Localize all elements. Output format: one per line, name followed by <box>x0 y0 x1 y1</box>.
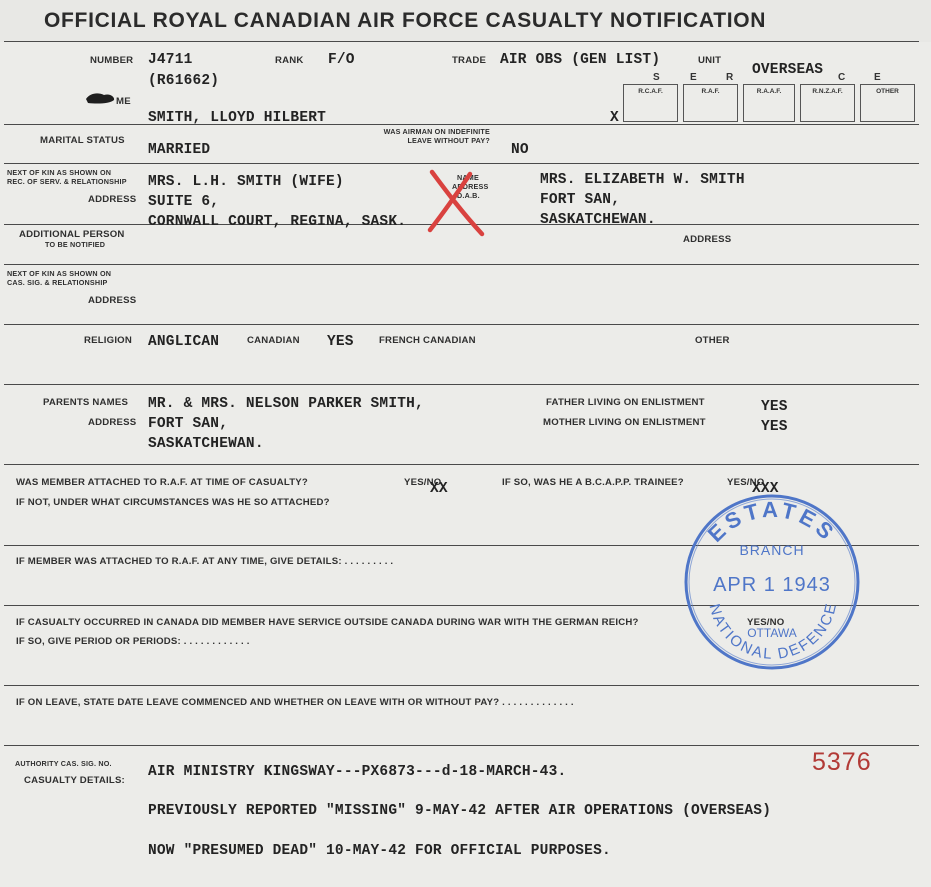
casualty-details-label: CASUALTY DETAILS: <box>24 775 125 786</box>
casualty-details-1: PREVIOUSLY REPORTED "MISSING" 9-MAY-42 AFTER AIR OPERATIONS (OVERSEAS) <box>148 803 772 819</box>
file-number: 5376 <box>812 748 872 776</box>
dab-label-address: ADDRESS <box>452 182 489 191</box>
service-letter: C <box>838 72 846 83</box>
divider <box>4 685 919 686</box>
period-question: IF SO, GIVE PERIOD OR PERIODS: . . . . . . . . . . . . <box>16 636 250 647</box>
trade-value: AIR OBS (GEN LIST) <box>500 52 661 68</box>
rank-label: RANK <box>275 55 304 66</box>
authority-value: AIR MINISTRY KINGSWAY---PX6873---d-18-MARCH-43. <box>148 764 567 780</box>
divider <box>4 745 919 746</box>
canadian-label: CANADIAN <box>247 335 300 346</box>
svg-text:BRANCH: BRANCH <box>739 542 805 558</box>
red-cross-mark-icon <box>424 166 486 238</box>
nok-address-1: SUITE 6, <box>148 194 220 210</box>
next-of-kin-label-b: REC. OF SERV. & RELATIONSHIP <box>7 177 127 186</box>
form-title: OFFICIAL ROYAL CANADIAN AIR FORCE CASUALTY NOTIFICATION <box>44 9 767 32</box>
member-name: SMITH, LLOYD HILBERT <box>148 110 327 126</box>
estates-branch-stamp <box>680 487 864 677</box>
parents-address-2: SASKATCHEWAN. <box>148 436 264 452</box>
service-letter: S <box>653 72 660 83</box>
raf-attached-mark: XX <box>430 481 448 497</box>
dab-name: MRS. ELIZABETH W. SMITH <box>540 172 745 188</box>
svg-text:OTTAWA: OTTAWA <box>747 626 797 640</box>
trade-label: TRADE <box>452 55 487 66</box>
divider <box>4 384 919 385</box>
dab-address-2: SASKATCHEWAN. <box>540 212 656 228</box>
religion-label: RELIGION <box>84 335 132 346</box>
ink-blot-icon <box>84 91 116 105</box>
circumstances-question: IF NOT, UNDER WHAT CIRCUMSTANCES WAS HE SO ATTACHED? <box>16 497 330 508</box>
next-of-kin-value: MRS. L.H. SMITH (WIFE) <box>148 174 344 190</box>
marital-status-value: MARRIED <box>148 142 211 158</box>
parents-names-value: MR. & MRS. NELSON PARKER SMITH, <box>148 396 424 412</box>
canadian-value: YES <box>327 334 354 350</box>
canada-service-yes-no: YES/NO <box>747 617 785 628</box>
additional-person-label: ADDITIONAL PERSON <box>19 229 125 240</box>
next-of-kin-2-label-a: NEXT OF KIN AS SHOWN ON <box>7 269 112 278</box>
casualty-details-2: NOW "PRESUMED DEAD" 10-MAY-42 FOR OFFICIAL PURPOSES. <box>148 843 611 859</box>
leave-question: IF ON LEAVE, STATE DATE LEAVE COMMENCED AND WHETHER ON LEAVE WITH OR WITHOUT PAY? . . . . . . . . . . . . . <box>16 697 574 708</box>
service-box-rnzaf: R.N.Z.A.F. <box>800 84 855 122</box>
service-mark: X <box>610 110 619 126</box>
divider <box>4 324 919 325</box>
svg-text:ESTATES: ESTATES <box>702 496 842 547</box>
french-canadian-label: FRENCH CANADIAN <box>379 335 476 346</box>
parents-names-label: PARENTS NAMES <box>43 397 129 408</box>
next-of-kin-2-label-b: CAS. SIG. & RELATIONSHIP <box>7 278 108 287</box>
unit-value: OVERSEAS <box>752 62 824 78</box>
nok2-address-label: ADDRESS <box>88 295 137 306</box>
authority-label: AUTHORITY CAS. SIG. NO. <box>15 759 112 768</box>
svg-text:NATIONAL DEFENCE: NATIONAL DEFENCE <box>705 600 841 663</box>
dab-label-name: NAME <box>457 173 479 182</box>
unit-label: UNIT <box>698 55 722 66</box>
bcatp-mark: XXX <box>752 481 779 497</box>
mother-living-label: MOTHER LIVING ON ENLISTMENT <box>543 417 706 428</box>
svg-text:APR 1 1943: APR 1 1943 <box>713 574 831 596</box>
service-letter: E <box>690 72 697 83</box>
service-box-rcaf: R.C.A.F. <box>623 84 678 122</box>
next-of-kin-label-a: NEXT OF KIN AS SHOWN ON <box>7 168 112 177</box>
dab-label-dab: D.A.B. <box>457 191 480 200</box>
rank-value: F/O <box>328 52 355 68</box>
service-number-alt: (R61662) <box>148 73 220 89</box>
indefinite-leave-value: NO <box>511 142 529 158</box>
religion-value: ANGLICAN <box>148 334 220 350</box>
name-label: ME <box>116 96 131 107</box>
dab-address-1: FORT SAN, <box>540 192 621 208</box>
number-label: NUMBER <box>90 55 134 66</box>
nok-address-label: ADDRESS <box>88 194 137 205</box>
raf-any-time-question: IF MEMBER WAS ATTACHED TO R.A.F. AT ANY TIME, GIVE DETAILS: . . . . . . . . . <box>16 556 394 567</box>
additional-person-sublabel: TO BE NOTIFIED <box>45 240 106 249</box>
raf-attached-yes-no: YES/NO <box>404 477 442 488</box>
raf-attached-question: WAS MEMBER ATTACHED TO R.A.F. AT TIME OF CASUALTY? <box>16 477 308 488</box>
father-living-label: FATHER LIVING ON ENLISTMENT <box>546 397 705 408</box>
parents-address-1: FORT SAN, <box>148 416 229 432</box>
divider <box>4 264 919 265</box>
divider <box>4 464 919 465</box>
additional-address-label: ADDRESS <box>683 234 732 245</box>
service-letter: E <box>874 72 881 83</box>
indefinite-leave-label: WAS AIRMAN ON INDEFINITE LEAVE WITHOUT PAY? <box>383 127 490 145</box>
service-box-other: OTHER <box>860 84 915 122</box>
service-number: J4711 <box>148 52 193 68</box>
divider <box>4 41 919 42</box>
divider <box>4 124 919 125</box>
mother-living-value: YES <box>761 419 788 435</box>
bcatp-yes-no: YES/NO <box>727 477 765 488</box>
service-box-raf: R.A.F. <box>683 84 738 122</box>
father-living-value: YES <box>761 399 788 415</box>
other-label: OTHER <box>695 335 730 346</box>
parents-address-label: ADDRESS <box>88 417 137 428</box>
bcatp-question: IF SO, WAS HE A B.C.A.P.P. TRAINEE? <box>502 477 684 488</box>
divider <box>4 163 919 164</box>
canada-service-question: IF CASUALTY OCCURRED IN CANADA DID MEMBER HAVE SERVICE OUTSIDE CANADA DURING WAR WITH THE GERMAN REICH? <box>16 617 639 628</box>
nok-address-2: CORNWALL COURT, REGINA, SASK. <box>148 214 407 230</box>
service-letter: R <box>726 72 734 83</box>
service-box-raaf: R.A.A.F. <box>743 84 795 122</box>
form-header <box>0 0 931 42</box>
marital-status-label: MARITAL STATUS <box>40 135 125 146</box>
